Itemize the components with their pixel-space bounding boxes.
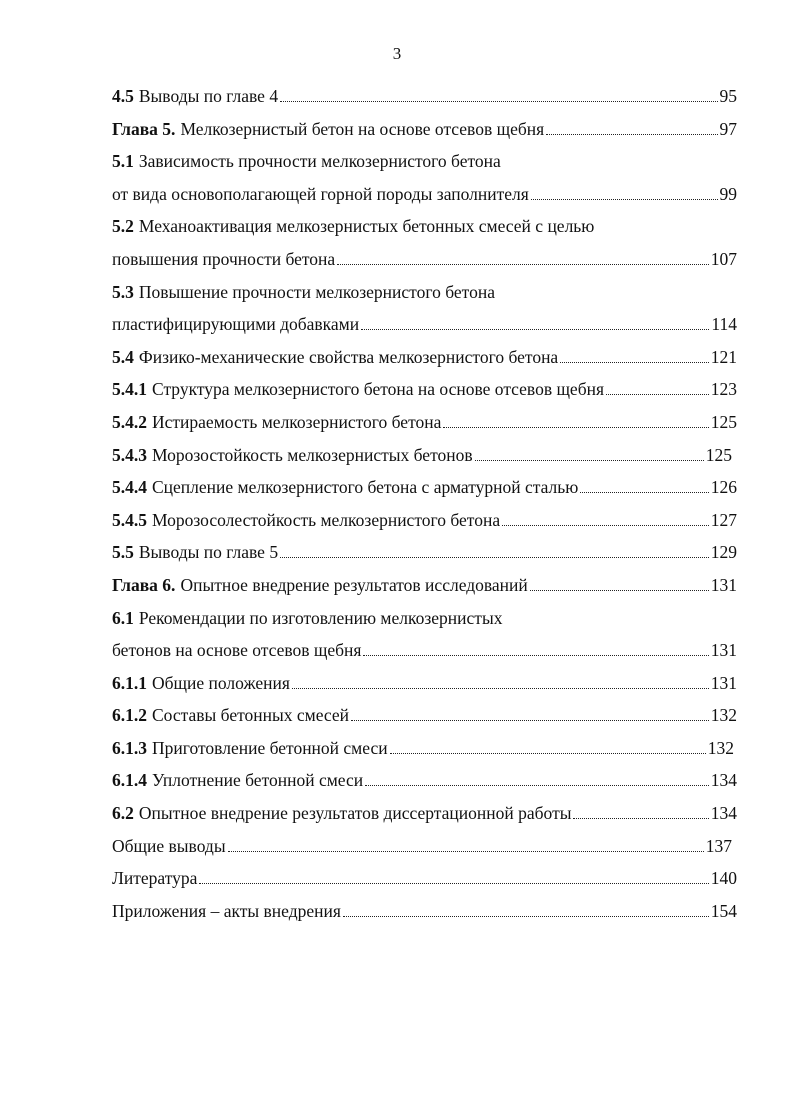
toc-entry-title: Общие положения <box>152 672 290 693</box>
toc-dot-leader <box>530 590 709 591</box>
toc-entry <box>112 381 737 414</box>
toc-dot-leader <box>199 883 708 884</box>
toc-entry-title: Составы бетонных смесей <box>152 705 350 726</box>
toc-entry-title: Физико-механические свойства мелкозернистого бетона <box>138 346 559 367</box>
toc-entry <box>112 835 732 871</box>
toc-entry-title: Механоактивация мелкозернистых бетонных смесей с целью <box>138 216 595 237</box>
toc-dot-leader <box>361 329 709 330</box>
toc-entry-title: бетонов на основе отсевов щебня <box>112 640 362 661</box>
toc-entry-title: Морозостойкость мелкозернистых бетонов <box>152 444 473 465</box>
toc-entry-page: 125 <box>710 411 737 432</box>
toc-entry <box>112 88 737 121</box>
toc-entry-title: от вида основополагающей горной породы заполнителя <box>112 183 529 204</box>
toc-entry-page: 99 <box>719 183 737 204</box>
toc-entry <box>112 444 732 480</box>
toc-entry-page: 127 <box>710 509 737 530</box>
toc-entry-page: 95 <box>719 86 737 106</box>
toc-dot-leader <box>280 557 709 558</box>
toc-entry-number: 6.1.3 <box>112 737 147 758</box>
page-number: 3 <box>392 44 402 63</box>
toc-entry <box>112 281 742 317</box>
toc-entry-page: 126 <box>710 477 737 498</box>
toc-entry-number: 6.2 <box>112 803 134 824</box>
toc-entry <box>112 183 737 219</box>
toc-entry-page: 121 <box>710 346 737 367</box>
toc-entry-title: Выводы по главе 5 <box>138 542 279 563</box>
toc-dot-leader <box>546 134 717 135</box>
toc-dot-leader <box>228 851 704 852</box>
toc-entry <box>112 346 737 382</box>
toc-dot-leader <box>502 525 709 526</box>
toc-dot-leader <box>580 492 708 493</box>
toc-entry-title: Общие выводы <box>112 835 226 856</box>
toc-entry-number: 5.4.1 <box>112 379 147 400</box>
toc-entry-number: Глава 6. <box>112 574 176 595</box>
toc-entry-page: 123 <box>710 379 737 400</box>
toc-entry-title: Приготовление бетонной смеси <box>152 737 388 758</box>
toc-entry-number: 5.4.2 <box>112 411 147 432</box>
toc-entry-number: 6.1 <box>112 607 134 628</box>
toc-entry <box>112 805 737 838</box>
toc-dot-leader <box>475 460 704 461</box>
toc-entry <box>112 479 737 512</box>
toc-entry-number: 5.2 <box>112 216 134 237</box>
toc-entry-title: Зависимость прочности мелкозернистого бетона <box>138 151 501 172</box>
toc-dot-leader <box>531 199 718 200</box>
toc-entry-title: Структура мелкозернистого бетона на основе отсевов щебня <box>152 379 605 400</box>
toc-entry-title: Приложения – акты внедрения <box>112 900 341 921</box>
toc-entry <box>112 248 737 284</box>
toc-entry-number: 5.3 <box>112 281 134 302</box>
toc-entry-page: 154 <box>710 900 737 921</box>
toc-dot-leader <box>363 655 708 656</box>
toc-entry-number: 5.4.5 <box>112 509 147 530</box>
toc-entry <box>112 316 737 349</box>
toc-entry-page: 131 <box>710 640 737 661</box>
toc-entry-title: Опытное внедрение результатов исследований <box>180 574 528 595</box>
toc-entry-page: 137 <box>705 835 732 856</box>
toc-dot-leader <box>443 427 708 428</box>
toc-entry-number: 6.1.2 <box>112 705 147 726</box>
toc-entry-title: Сцепление мелкозернистого бетона с арматурной сталью <box>152 477 579 498</box>
toc-dot-leader <box>343 916 709 917</box>
toc-entry-title: Повышение прочности мелкозернистого бетона <box>138 281 495 302</box>
toc-entry-number: 5.4 <box>112 346 134 367</box>
toc-dot-leader <box>573 818 708 819</box>
toc-entry <box>112 737 734 773</box>
toc-entry <box>112 772 737 805</box>
toc-entry-page: 129 <box>710 542 737 563</box>
toc-entry-page: 131 <box>710 574 737 595</box>
toc-entry <box>112 509 737 545</box>
toc-entry-page: 107 <box>710 248 737 269</box>
toc-entry-page: 134 <box>710 803 737 824</box>
toc-entry <box>112 411 737 447</box>
toc-dot-leader <box>365 785 709 786</box>
toc-entry <box>112 153 742 186</box>
toc-entry-number: 5.4.4 <box>112 477 147 498</box>
toc-entry-title: повышения прочности бетона <box>112 248 336 269</box>
toc-dot-leader <box>280 101 717 102</box>
toc-entry <box>112 218 742 251</box>
toc-entry-page: 132 <box>710 705 737 726</box>
toc-dot-leader <box>606 394 709 395</box>
toc-entry-number: Глава 5. <box>112 118 176 139</box>
toc-entry-number: 5.5 <box>112 542 134 563</box>
toc-dot-leader <box>390 753 706 754</box>
toc-entry-title: пластифицирующими добавками <box>112 314 360 335</box>
toc-entry <box>112 642 737 675</box>
toc-entry-title: Литература <box>112 868 198 889</box>
toc-entry-page: 132 <box>707 737 734 758</box>
toc-entry <box>112 707 737 740</box>
toc-entry-page: 114 <box>711 314 737 335</box>
toc-entry-title: Уплотнение бетонной смеси <box>152 770 364 791</box>
toc-dot-leader <box>337 264 709 265</box>
toc-entry <box>112 607 742 643</box>
toc-entry-number: 5.4.3 <box>112 444 147 465</box>
toc-entry-number: 5.1 <box>112 151 134 172</box>
toc-entry-title: Морозосолестойкость мелкозернистого бетона <box>152 509 501 530</box>
toc-entry-page: 131 <box>710 672 737 693</box>
toc-dot-leader <box>351 720 709 721</box>
toc-entry <box>112 870 737 903</box>
toc-entry-title: Истираемость мелкозернистого бетона <box>152 411 442 432</box>
toc-dot-leader <box>560 362 709 363</box>
toc-entry-title: Опытное внедрение результатов диссертационной работы <box>138 803 572 824</box>
toc-entry-page: 97 <box>719 118 737 139</box>
table-of-contents <box>112 88 742 935</box>
toc-entry <box>112 574 737 610</box>
toc-entry <box>112 118 737 154</box>
toc-entry-page: 125 <box>705 444 732 465</box>
toc-entry <box>112 544 737 577</box>
toc-entry <box>112 672 737 708</box>
toc-entry-number: 4.5 <box>112 86 134 106</box>
toc-entry-page: 134 <box>710 770 737 791</box>
toc-entry-page: 140 <box>710 868 737 889</box>
toc-entry <box>112 900 737 936</box>
toc-entry-number: 6.1.1 <box>112 672 147 693</box>
toc-dot-leader <box>292 688 709 689</box>
toc-entry-title: Рекомендации по изготовлению мелкозернистых <box>138 607 503 628</box>
toc-entry-title: Выводы по главе 4 <box>138 86 279 106</box>
toc-entry-number: 6.1.4 <box>112 770 147 791</box>
toc-entry-title: Мелкозернистый бетон на основе отсевов щебня <box>180 118 545 139</box>
